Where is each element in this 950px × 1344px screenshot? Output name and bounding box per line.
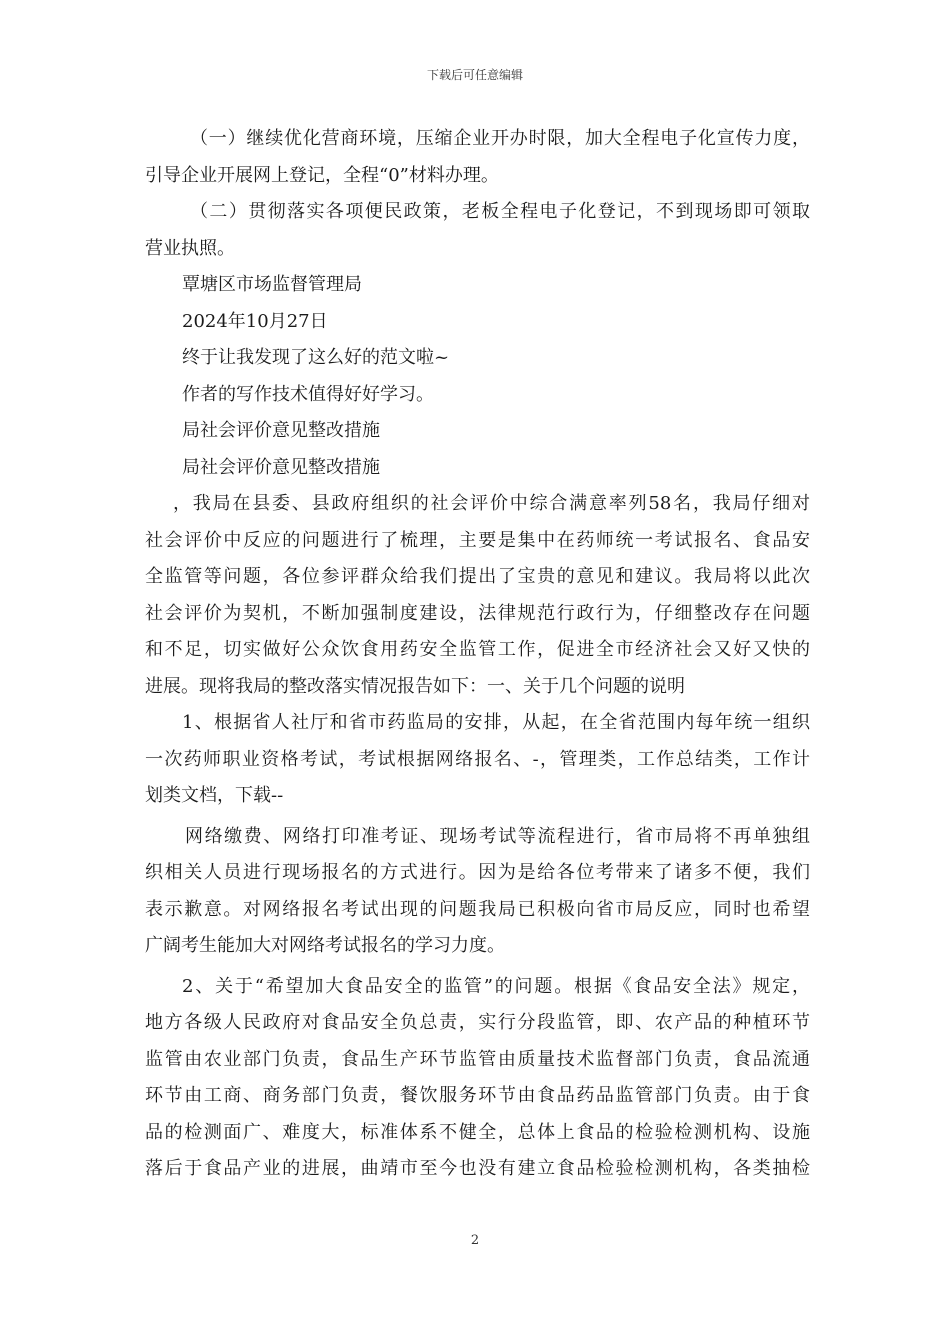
paragraph-line: 全监管等问题，各位参评群众给我们提出了宝贵的意见和建议。我局将以此次 <box>145 566 810 587</box>
paragraph-line: 网络缴费、网络打印准考证、现场考试等流程进行，省市局将不再单独组 <box>185 825 810 847</box>
paragraph-line: 品的检测面广、难度大，标准体系不健全，总体上食品的检验检测机构、设施 <box>145 1121 810 1143</box>
paragraph-line: （一）继续优化营商环境，压缩企业开办时限，加大全程电子化宣传力度， <box>190 128 810 149</box>
paragraph-line: 引导企业开展网上登记，全程“0”材料办理。 <box>145 164 499 186</box>
paragraph-line: 2、关于“希望加大食品安全的监管”的问题。根据《食品安全法》规定， <box>182 975 810 997</box>
paragraph-line: 地方各级人民政府对食品安全负总责，实行分段监管，即、农产品的种植环节 <box>145 1012 810 1033</box>
section-title: 局社会评价意见整改措施 <box>182 420 380 441</box>
signature-org: 覃塘区市场监督管理局 <box>182 274 362 295</box>
paragraph-line: 作者的写作技术值得好好学习。 <box>182 383 434 405</box>
paragraph-line: 和不足，切实做好公众饮食用药安全监管工作，促进全市经济社会又好又快的 <box>145 639 810 660</box>
paragraph-line: 进展。现将我局的整改落实情况报告如下：一、关于几个问题的说明 <box>145 675 685 697</box>
paragraph-line: 表示歉意。对网络报名考试出现的问题我局已积极向省市局反应，同时也希望 <box>145 898 810 920</box>
paragraph-line: （二）贯彻落实各项便民政策，老板全程电子化登记，不到现场即可领取 <box>190 201 810 222</box>
paragraph-line: 落后于食品产业的进展，曲靖市至今也没有建立食品检验检测机构，各类抽检 <box>145 1158 810 1179</box>
paragraph-line: ，我局在县委、县政府组织的社会评价中综合满意率列58名，我局仔细对 <box>173 493 810 514</box>
page-header: 下载后可任意编辑 <box>426 68 523 82</box>
paragraph-line: 划类文档，下载-- <box>145 785 284 806</box>
section-title: 局社会评价意见整改措施 <box>182 456 380 478</box>
signature-date: 2024年10月27日 <box>182 310 328 332</box>
paragraph-line: 1、根据省人社厅和省市药监局的安排，从起，在全省范围内每年统一组织 <box>182 712 810 733</box>
paragraph-line: 织相关人员进行现场报名的方式进行。因为是给各位考带来了诸多不便，我们 <box>145 862 810 883</box>
paragraph-line: 监管由农业部门负责，食品生产环节监管由质量技术监督部门负责，食品流通 <box>145 1048 810 1070</box>
paragraph-line: 营业执照。 <box>145 237 235 259</box>
paragraph-line: 广阔考生能加大对网络考试报名的学习力度。 <box>145 935 505 956</box>
paragraph-line: 社会评价为契机，不断加强制度建设，法律规范行政行为，仔细整改存在问题 <box>145 602 810 624</box>
document-body <box>145 121 810 1188</box>
paragraph-line: 环节由工商、商务部门负责，餐饮服务环节由食品药品监管部门负责。由于食 <box>145 1085 810 1106</box>
paragraph-line: 终于让我发现了这么好的范文啦~ <box>182 347 450 368</box>
paragraph-line: 一次药师职业资格考试，考试根据网络报名、-，管理类，工作总结类，工作计 <box>145 748 810 770</box>
page-number: 2 <box>470 1233 480 1248</box>
paragraph-line: 社会评价中反应的问题进行了梳理，主要是集中在药师统一考试报名、食品安 <box>145 529 810 551</box>
